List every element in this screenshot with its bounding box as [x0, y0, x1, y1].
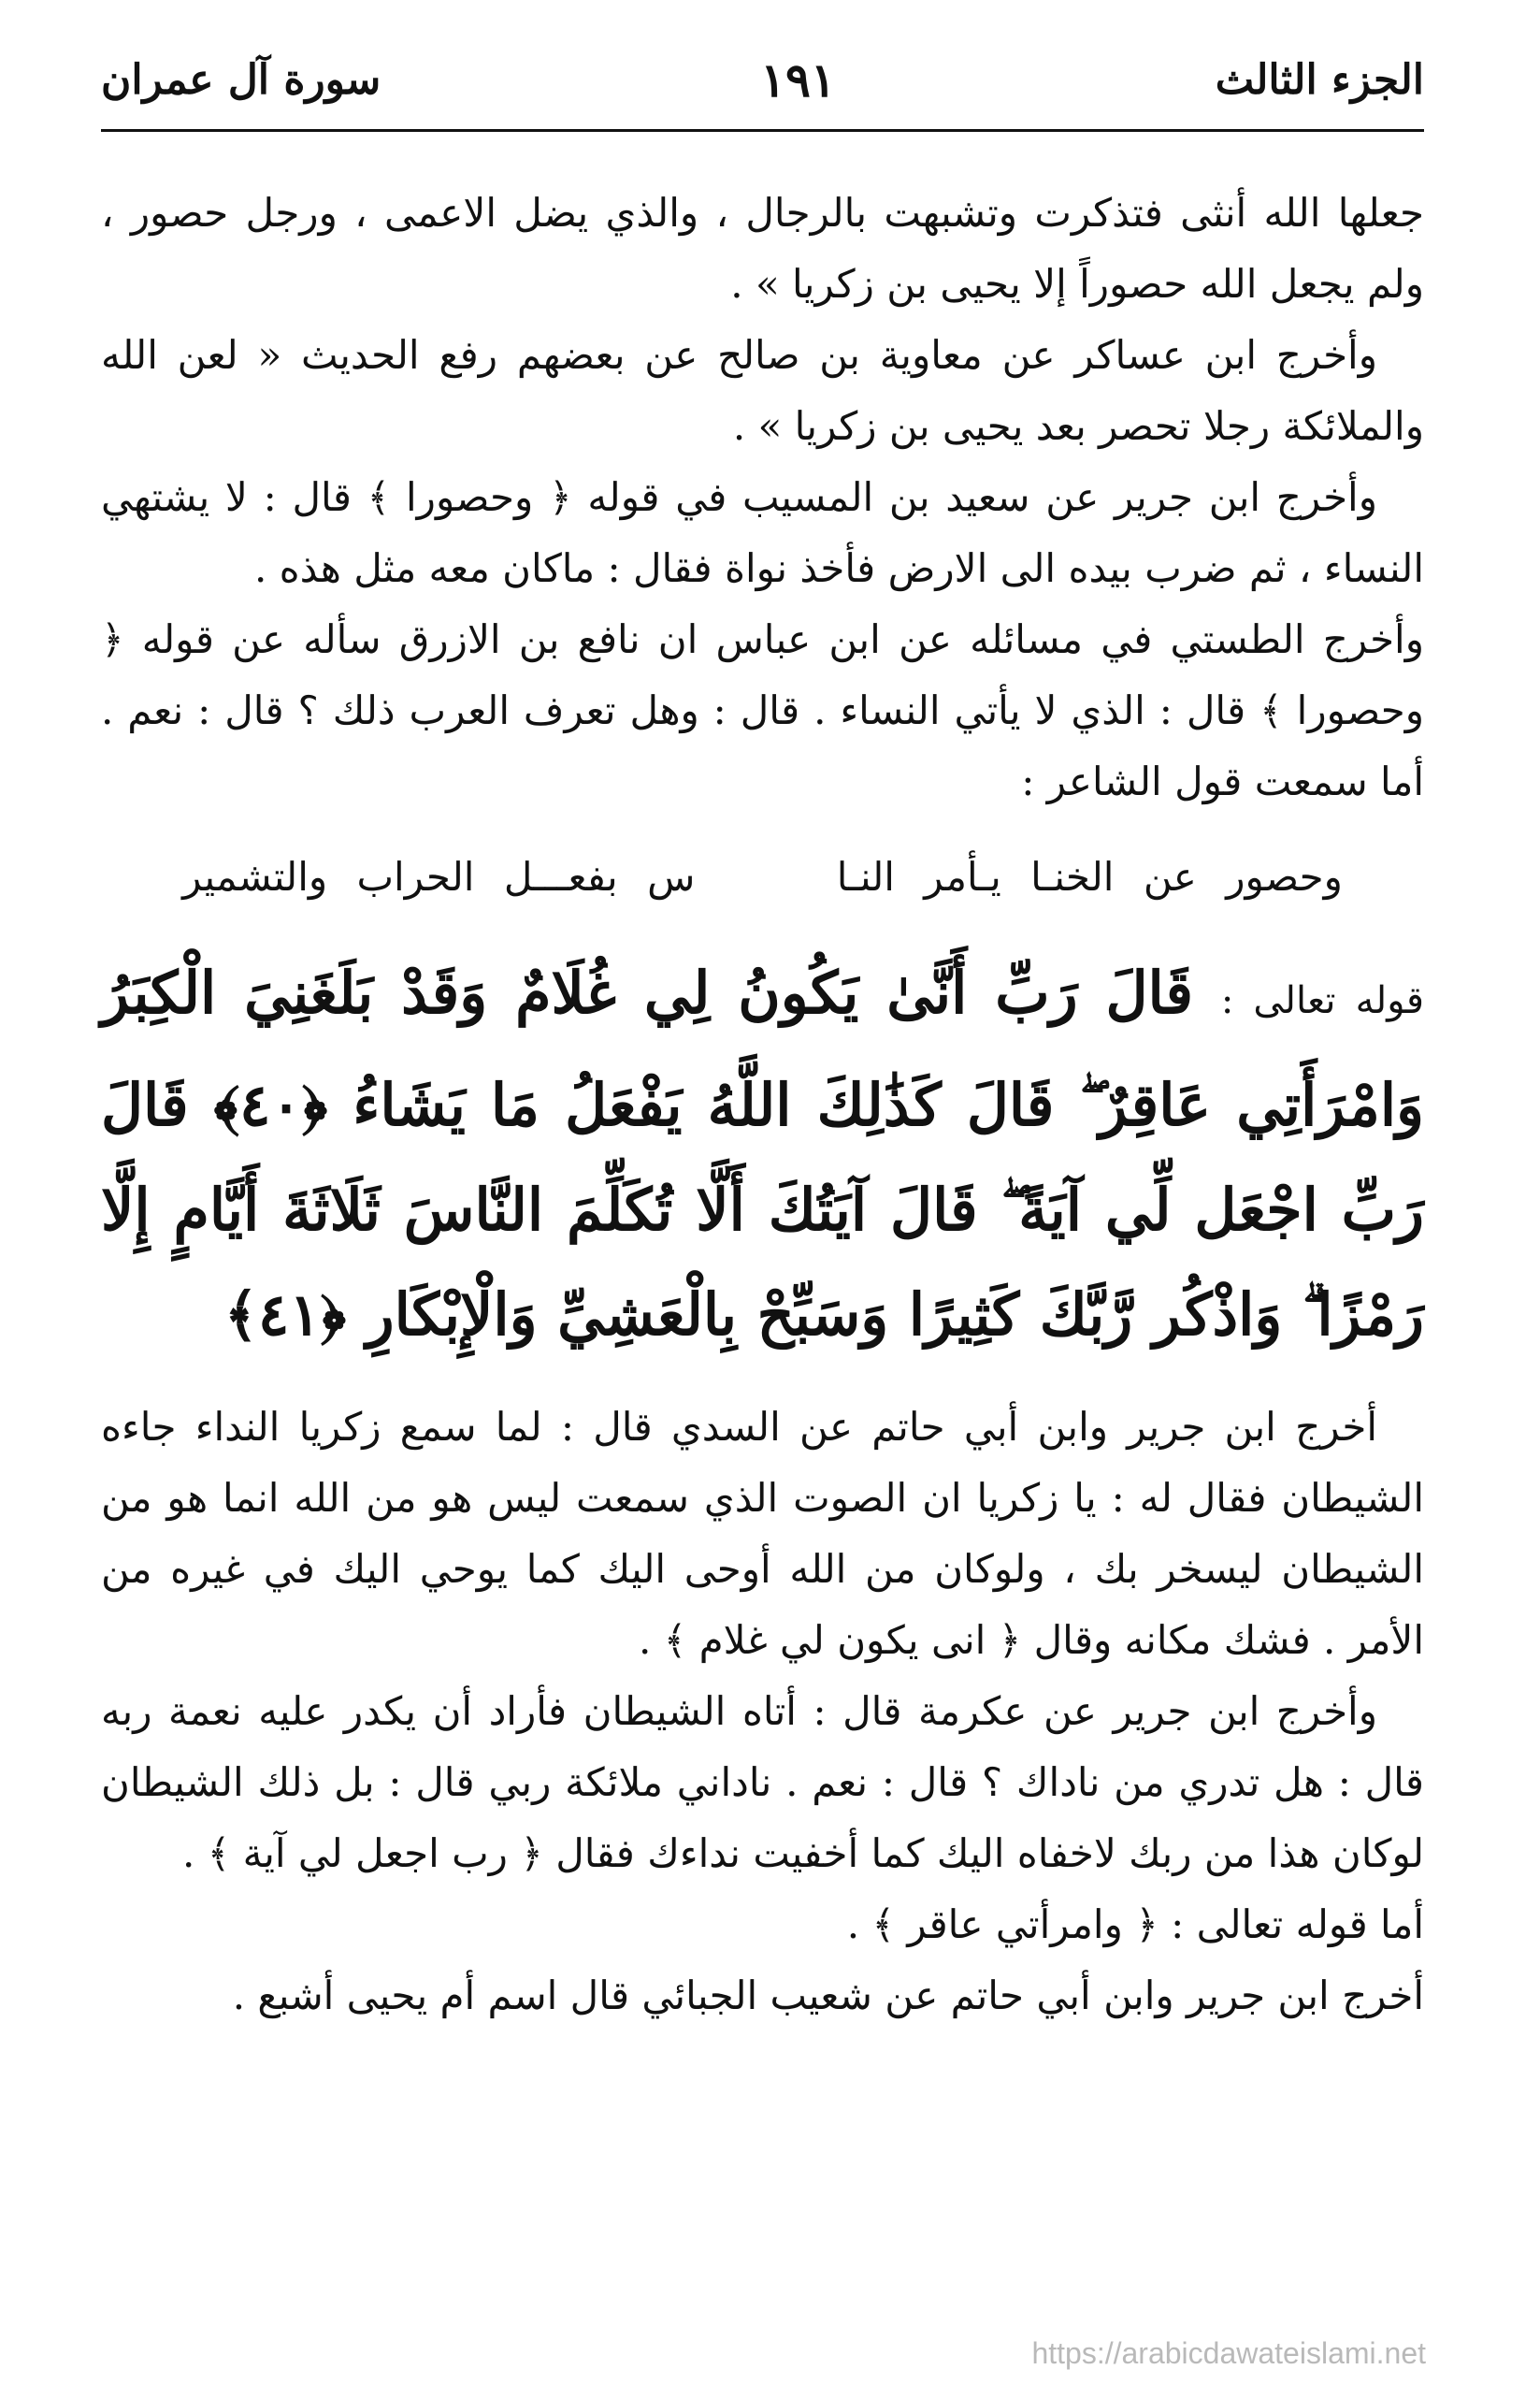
poem-hemistich-1: وحصور عن الخنـا يـأمر النـا: [836, 854, 1343, 900]
quran-block: [101, 941, 1424, 1367]
header-part-label: الجزء الثالث: [1215, 55, 1424, 104]
quran-verse: [101, 941, 1424, 1367]
header-surah-label: سورة آل عمران: [101, 55, 381, 104]
paragraph-1: جعلها الله أنثى فتذكرت وتشبهت بالرجال ، والذي يضل الاعمى ، ورجل حصور ، ولم يجعل الله حصوراً إلا يحيى بن زكريا » .: [101, 190, 1424, 307]
paragraph-7: أما قوله تعالى : ﴿ وامرأتي عاقر ﴾ .: [846, 1901, 1424, 1947]
page-header: [101, 37, 1424, 122]
poem-verse: [101, 842, 1424, 913]
paragraph-4: وأخرج الطستي في مسائله عن ابن عباس ان نافع بن الازرق سأله عن قوله ﴿ وحصورا ﴾ قال : الذي لا يأتي النساء . قال : وهل تعرف العرب ذلك ؟ قال : نعم . أما سمعت قول الشاعر :: [101, 616, 1424, 804]
poem-hemistich-2: س بفعـــل الحراب والتشمير: [182, 854, 696, 900]
header-rule: [101, 129, 1424, 132]
paragraph-6: وأخرج ابن جرير عن عكرمة قال : أتاه الشيطان فأراد أن يكدر عليه نعمة ربه قال : هل تدري من ناداك ؟ قال : نعم . ناداني ملائكة ربي قال : بل ذلك الشيطان لوكان هذا من ربك لاخفاه اليك كما أخفيت نداءك فقال ﴿ رب اجعل لي آية ﴾ .: [101, 1688, 1424, 1876]
paragraph-8: أخرج ابن جرير وابن أبي حاتم عن شعيب الجبائي قال اسم أم يحيى أشبع .: [232, 1972, 1424, 2018]
paragraph-5: أخرج ابن جرير وابن أبي حاتم عن السدي قال : لما سمع زكريا النداء جاءه الشيطان فقال له : يا زكريا ان الصوت الذي سمعت ليس هو من الله انما هو من الشيطان ليسخر بك ، ولوكان من الله أوحى اليك كما يوحي اليك في غيره من الأمر . فشك مكانه وقال ﴿ انى يكون لي غلام ﴾ .: [101, 1404, 1424, 1663]
watermark-url: https://arabicdawateislami.net: [1031, 2336, 1426, 2370]
page-number: ١٩١: [760, 51, 836, 108]
paragraph-3: وأخرج ابن جرير عن سعيد بن المسيب في قوله ﴿ وحصورا ﴾ قال : لا يشتهي النساء ، ثم ضرب بيده الى الارض فأخذ نواة فقال : ماكان معه مثل هذه .: [101, 474, 1424, 591]
paragraph-2: وأخرج ابن عساكر عن معاوية بن صالح عن بعضهم رفع الحديث « لعن الله والملائكة رجلا تحصر بعد يحيى بن زكريا » .: [101, 332, 1424, 449]
quran-text: قَالَ رَبِّ أَنَّىٰ يَكُونُ لِي غُلَامٌ وَقَدْ بَلَغَنِيَ الْكِبَرُ وَامْرَأَتِي عَاقِرٌ ۖ قَالَ كَذَٰلِكَ اللَّهُ يَفْعَلُ مَا يَشَاءُ ﴿٤٠﴾ قَالَ رَبِّ اجْعَل لِّي آيَةً ۖ قَالَ آيَتُكَ أَلَّا تُكَلِّمَ النَّاسَ ثَلَاثَةَ أَيَّامٍ إِلَّا رَمْزًا ۗ وَاذْكُر رَّبَّكَ كَثِيرًا وَسَبِّحْ بِالْعَشِيِّ وَالْإِبْكَارِ ﴿٤١﴾: [101, 959, 1424, 1349]
quran-intro: قوله تعالى :: [1220, 979, 1424, 1022]
page-body: [101, 178, 1424, 2031]
